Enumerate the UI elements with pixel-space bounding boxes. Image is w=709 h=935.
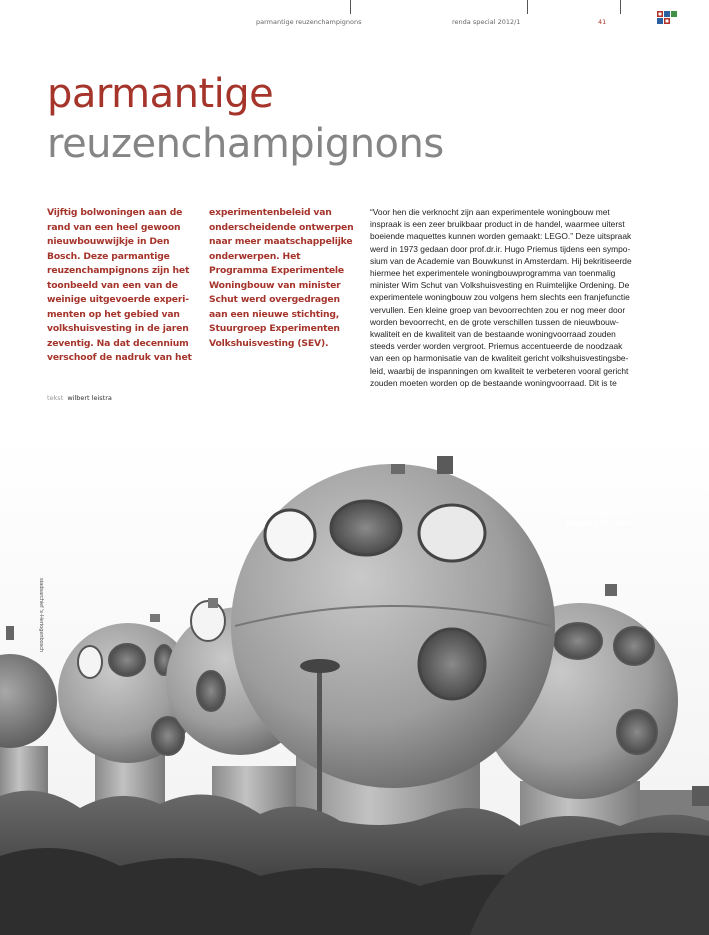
lead-line: nieuwbouwwijkje in Den [47, 236, 170, 247]
lead-column-1 [47, 206, 192, 366]
byline-author: wilbert leistra [67, 394, 112, 402]
lead-line: volkshuisvesting in de jaren [47, 323, 189, 334]
lead-line: reuzenchampignons zijn het [47, 265, 190, 276]
body-line: steeds verder worden vergroot. Priemus accentueerde de noodzaak [370, 341, 623, 352]
lead-column-2 [209, 206, 354, 351]
publication-logo-icon [657, 11, 677, 25]
lead-line: naar meer maatschappelijke [209, 236, 353, 247]
body-line: experimentele woningbouw zou volgens hem slechts een franjefunctie [370, 292, 630, 303]
byline-label: tekst [47, 394, 64, 402]
article-title-line-2: reuzenchampignons [47, 121, 444, 167]
caption-line: Bolleveld in Den Bosch. [566, 519, 635, 527]
lead-line: Schut werd overgedragen [209, 294, 340, 305]
lead-line: Volkshuisvesting (SEV). [209, 337, 329, 349]
body-line: boeiende maquettes kunnen worden gemaakt: LEGO.” Deze uitspraak [370, 231, 632, 242]
lead-line: toonbeeld van een van de [47, 279, 178, 291]
page-number: 41 [598, 18, 607, 26]
body-line: sium van de Academie van Bouwkunst in Amsterdam. Hij bekritiseerde [370, 255, 632, 266]
lead-line: verschoof de nadruk van het [47, 352, 192, 363]
body-line: minister Wim Schut van Volkshuisvesting en Ruimtelijke Ordening. De [370, 280, 630, 291]
article-title-line-1: parmantige [47, 71, 274, 117]
running-header-publication: renda special 2012/1 [452, 18, 521, 26]
body-line: vervullen. Een kleine groep van bevoorrechten zou er nog meer door [370, 304, 626, 315]
lead-line: Bosch. Deze parmantige [47, 250, 170, 262]
caption-line: De bolwoningen aan [566, 509, 626, 516]
lead-line: Programma Experimentele [209, 265, 345, 276]
body-line: werd in 1973 gedaan door prof.dr.ir. Hugo Priemus tijdens een sympo- [370, 243, 631, 254]
body-line: kwaliteit en de kwaliteit van de bestaande woningvoorraad zouden [370, 329, 616, 340]
header-tick-2 [527, 0, 528, 14]
lead-line: zeventig. Na dat decennium [47, 337, 189, 349]
body-line: van een op harmonisatie van de kwaliteit gericht volkshuisvestingsbe- [370, 353, 629, 364]
lead-line: Woningbouw van minister [209, 279, 341, 291]
body-line: zouden moeten worden op de bestaande woningvoorraad. Dit is te [370, 377, 617, 388]
photo-credit: stadsarchief 's-Hertogenbosch [38, 578, 44, 653]
byline [47, 394, 112, 402]
lead-line: experimentenbeleid van [209, 207, 332, 218]
body-line: hiermee het experimentele woningbouwprogramma van toenmalig [370, 268, 616, 279]
running-header-section: parmantige reuzenchampignons [256, 18, 362, 26]
body-line: “Voor hen die verknocht zijn aan experimentele woningbouw met [370, 207, 610, 217]
lead-line: Stuurgroep Experimenten [209, 323, 340, 334]
lead-line: rand van een heel gewoon [47, 221, 181, 233]
lead-line: menten op het gebied van [47, 308, 180, 320]
lead-line: weinige uitgevoerde experi- [47, 294, 189, 305]
photo-caption [566, 508, 635, 540]
lead-line: Vijftig bolwoningen aan de [47, 207, 183, 218]
header-tick-1 [350, 0, 351, 14]
body-text-column [370, 206, 660, 389]
caption-line: Foto: 9 juni 1989. [566, 530, 617, 537]
lead-line: aan een nieuwe stichting, [209, 308, 340, 320]
header-tick-3 [620, 0, 621, 14]
body-line: worden bevoorrecht, en de grote verschillen tussen de nieuwbouw- [370, 316, 619, 327]
lead-line: onderscheidende ontwerpen [209, 221, 354, 233]
body-line: inspraak is een zeer bruikbaar product in de handel, waarmee uiterst [370, 219, 625, 230]
lead-line: onderwerpen. Het [209, 250, 301, 262]
body-line: leid, waarbij de inspanningen om kwaliteit te verbeteren vooral gericht [370, 365, 629, 376]
